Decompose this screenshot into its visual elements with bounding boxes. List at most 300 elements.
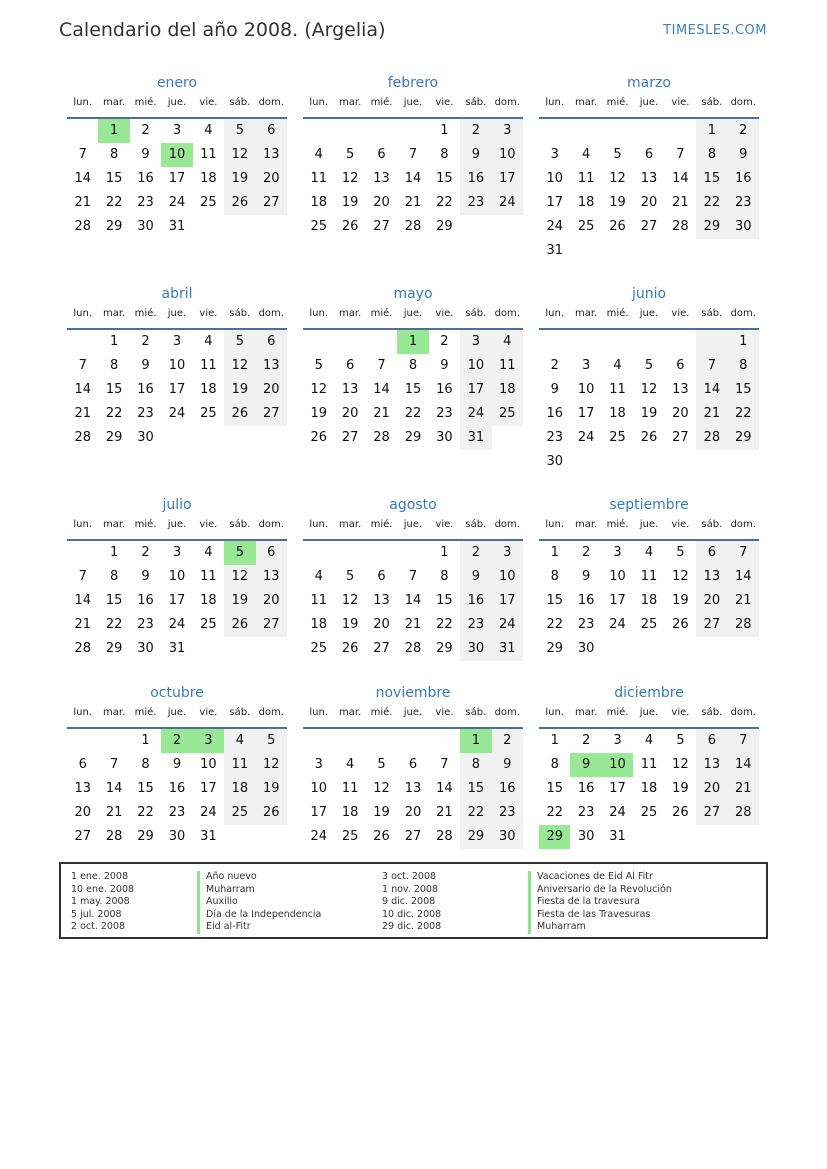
empty-cell: [224, 215, 255, 239]
day-cell: 2: [728, 119, 759, 143]
day-cell: 13: [696, 565, 727, 589]
month-name: marzo: [627, 75, 671, 91]
day-cell: 20: [256, 167, 287, 191]
day-cell: 13: [404, 781, 422, 796]
day-cell: 29: [728, 426, 759, 450]
day-cell: 2: [581, 545, 591, 560]
legend-holiday-name: Día de la Independencia: [197, 909, 321, 922]
day-cell: 26: [224, 613, 255, 637]
day-cell: 11: [200, 358, 217, 373]
day-cell: 3: [314, 757, 323, 772]
month-octubre: [67, 680, 287, 849]
day-cell: 23: [728, 191, 759, 215]
empty-cell: [728, 825, 759, 849]
day-cell: 28: [74, 219, 91, 234]
day-cell: 3: [581, 358, 591, 373]
day-cell: 9: [460, 143, 491, 167]
day-cell: 4: [204, 334, 213, 349]
legend-date: 9 dic. 2008: [382, 896, 436, 908]
day-cell: 20: [373, 617, 390, 632]
day-cell: 2: [141, 545, 150, 560]
day-cell: 7: [377, 358, 386, 373]
day-cell: 9: [581, 569, 591, 584]
day-cell: 29: [137, 829, 154, 844]
day-cell: 31: [200, 829, 217, 844]
day-cell: 3: [613, 733, 622, 748]
day-cell: 27: [341, 430, 359, 445]
legend-date: 1 may. 2008: [71, 896, 130, 908]
month-enero: [67, 70, 287, 239]
day-cell: 26: [310, 430, 327, 445]
weekday-label: lun.: [73, 308, 93, 319]
day-cell: 11: [224, 753, 255, 777]
day-cell: 5: [613, 147, 622, 162]
legend-holiday-name: Muharram: [197, 884, 321, 897]
legend-holiday-name: Fiesta de la travesura: [528, 896, 672, 909]
day-cell: 28: [74, 641, 91, 656]
day-cell: 20: [404, 805, 422, 820]
day-cell: 29: [539, 825, 570, 849]
day-cell: 9: [141, 147, 150, 162]
day-cell: 5: [644, 358, 654, 373]
day-cell: 24: [200, 805, 217, 820]
empty-cell: [665, 330, 696, 354]
day-cell: 13: [672, 382, 689, 397]
day-cell: 16: [137, 382, 154, 397]
day-cell: 30: [137, 219, 154, 234]
day-cell: 21: [696, 402, 727, 426]
day-cell: 22: [137, 805, 154, 820]
day-cell: 12: [310, 382, 327, 397]
day-cell: 24: [609, 617, 626, 632]
weekday-label: mar.: [339, 308, 362, 319]
day-cell: 28: [404, 641, 422, 656]
empty-cell: [602, 239, 633, 263]
empty-cell: [193, 637, 224, 661]
day-cell: 4: [314, 569, 323, 584]
weekday-label: sáb.: [701, 707, 723, 718]
weekday-label: sáb.: [229, 308, 251, 319]
day-cell: 7: [728, 729, 759, 753]
day-cell: 2: [141, 334, 150, 349]
day-cell: 1: [550, 733, 559, 748]
day-cell: 2: [440, 334, 449, 349]
empty-cell: [256, 825, 287, 849]
weekday-label: dom.: [730, 308, 756, 319]
day-cell: 1: [109, 334, 119, 349]
day-cell: 24: [168, 617, 186, 632]
day-cell: 14: [728, 565, 759, 589]
day-cell: 14: [404, 171, 422, 186]
day-cell: 21: [74, 195, 91, 210]
day-cell: 8: [460, 753, 491, 777]
legend-holiday-name: Año nuevo: [197, 871, 321, 884]
empty-cell: [492, 215, 523, 239]
day-cell: 23: [577, 617, 595, 632]
weekday-label: mar.: [575, 707, 598, 718]
weekday-label: vie.: [671, 308, 690, 319]
day-cell: 22: [460, 801, 491, 825]
day-cell: 28: [404, 219, 422, 234]
day-cell: 16: [436, 382, 453, 397]
weekday-label: sáb.: [465, 707, 487, 718]
month-junio: [539, 281, 759, 474]
day-cell: 28: [696, 426, 727, 450]
empty-cell: [492, 426, 523, 450]
day-cell: 13: [256, 143, 287, 167]
day-cell: 24: [546, 219, 563, 234]
day-cell: 21: [74, 617, 91, 632]
month-name: septiembre: [609, 497, 689, 513]
month-febrero: [303, 70, 523, 239]
day-cell: 18: [640, 781, 658, 796]
day-cell: 16: [492, 777, 523, 801]
day-cell: 7: [676, 147, 685, 162]
day-grid: [303, 330, 523, 450]
day-cell: 18: [224, 777, 255, 801]
weekday-label: dom.: [258, 308, 284, 319]
day-cell: 7: [78, 147, 87, 162]
day-cell: 19: [341, 617, 359, 632]
holiday-legend: [59, 862, 768, 939]
day-cell: 7: [78, 358, 87, 373]
weekday-label: mar.: [103, 707, 126, 718]
weekday-label: lun.: [309, 519, 329, 530]
weekday-header: [67, 706, 287, 723]
legend-holiday-name: Auxilio: [197, 896, 321, 909]
weekday-label: dom.: [494, 707, 520, 718]
day-cell: 23: [460, 613, 491, 637]
legend-date: 1 nov. 2008: [382, 883, 438, 895]
day-cell: 7: [728, 541, 759, 565]
month-name: febrero: [387, 75, 439, 91]
day-cell: 6: [696, 541, 727, 565]
day-cell: 3: [492, 119, 523, 143]
day-cell: 28: [728, 801, 759, 825]
empty-cell: [334, 729, 365, 753]
day-cell: 29: [105, 430, 123, 445]
day-cell: 27: [696, 613, 727, 637]
day-cell: 24: [168, 195, 186, 210]
day-cell: 15: [460, 777, 491, 801]
weekday-label: jue.: [639, 519, 659, 530]
legend-dates-left: [71, 871, 134, 934]
empty-cell: [193, 426, 224, 450]
empty-cell: [366, 119, 397, 143]
legend-holiday-name: Eid al-Fitr: [197, 921, 321, 934]
day-cell: 21: [373, 406, 390, 421]
day-cell: 16: [137, 171, 154, 186]
day-cell: 12: [224, 143, 255, 167]
weekday-header: [539, 706, 759, 723]
day-cell: 23: [492, 801, 523, 825]
weekday-label: mié.: [370, 97, 393, 108]
empty-cell: [633, 825, 664, 849]
day-cell: 5: [256, 729, 287, 753]
month-septiembre: [539, 492, 759, 661]
empty-cell: [570, 450, 601, 474]
day-cell: 4: [224, 729, 255, 753]
day-cell: 30: [577, 829, 595, 844]
day-cell: 13: [256, 354, 287, 378]
day-cell: 26: [224, 402, 255, 426]
day-cell: 8: [728, 354, 759, 378]
day-cell: 30: [436, 430, 453, 445]
day-grid: [67, 729, 287, 849]
weekday-header: [67, 307, 287, 324]
day-cell: 15: [696, 167, 727, 191]
day-cell: 26: [373, 829, 390, 844]
day-cell: 22: [696, 191, 727, 215]
day-cell: 11: [341, 781, 359, 796]
day-cell: 15: [105, 382, 123, 397]
weekday-label: mié.: [606, 519, 629, 530]
day-cell: 5: [224, 119, 255, 143]
day-cell: 10: [602, 753, 633, 777]
weekday-label: mié.: [606, 308, 629, 319]
day-cell: 22: [436, 195, 453, 210]
day-cell: 4: [644, 545, 654, 560]
empty-cell: [728, 450, 759, 474]
day-cell: 27: [640, 219, 658, 234]
day-cell: 17: [310, 805, 327, 820]
day-cell: 24: [168, 406, 186, 421]
weekday-label: vie.: [435, 308, 454, 319]
day-cell: 23: [168, 805, 186, 820]
day-cell: 5: [345, 147, 355, 162]
day-cell: 14: [74, 382, 91, 397]
weekday-label: vie.: [671, 519, 690, 530]
day-cell: 24: [492, 613, 523, 637]
day-cell: 12: [224, 354, 255, 378]
weekday-label: jue.: [639, 97, 659, 108]
legend-holiday-name: Aniversario de la Revolución: [528, 884, 672, 897]
weekday-label: mié.: [134, 707, 157, 718]
empty-cell: [366, 541, 397, 565]
day-cell: 1: [109, 545, 119, 560]
weekday-label: vie.: [435, 707, 454, 718]
day-cell: 16: [728, 167, 759, 191]
day-cell: 23: [460, 191, 491, 215]
day-cell: 23: [436, 406, 453, 421]
weekday-label: mié.: [370, 707, 393, 718]
day-cell: 21: [672, 195, 689, 210]
weekday-label: lun.: [545, 519, 565, 530]
empty-cell: [728, 239, 759, 263]
weekday-header: [303, 307, 523, 324]
day-cell: 9: [172, 757, 182, 772]
empty-cell: [696, 239, 727, 263]
day-cell: 20: [640, 195, 658, 210]
empty-cell: [602, 450, 633, 474]
day-cell: 21: [74, 406, 91, 421]
day-cell: 17: [577, 406, 595, 421]
day-cell: 22: [404, 406, 422, 421]
day-cell: 3: [550, 147, 559, 162]
day-cell: 13: [373, 593, 390, 608]
weekday-label: mar.: [339, 97, 362, 108]
day-cell: 15: [105, 593, 123, 608]
day-cell: 28: [436, 829, 453, 844]
day-cell: 23: [137, 406, 154, 421]
day-cell: 31: [168, 641, 186, 656]
page-title: Calendario del año 2008. (Argelia): [59, 19, 386, 41]
day-cell: 5: [676, 545, 685, 560]
weekday-label: sáb.: [701, 308, 723, 319]
day-cell: 31: [168, 219, 186, 234]
day-cell: 27: [256, 402, 287, 426]
day-cell: 19: [224, 167, 255, 191]
day-cell: 5: [224, 541, 255, 565]
day-cell: 4: [644, 733, 654, 748]
day-cell: 6: [256, 119, 287, 143]
weekday-label: sáb.: [701, 519, 723, 530]
day-cell: 20: [696, 777, 727, 801]
day-cell: 19: [256, 777, 287, 801]
day-cell: 12: [672, 569, 689, 584]
day-cell: 25: [200, 195, 217, 210]
day-cell: 15: [546, 781, 563, 796]
day-cell: 17: [168, 593, 186, 608]
day-cell: 11: [492, 354, 523, 378]
day-cell: 10: [200, 757, 217, 772]
empty-cell: [696, 637, 727, 661]
legend-date: 29 dic. 2008: [382, 921, 442, 933]
day-cell: 18: [310, 617, 327, 632]
day-grid: [539, 729, 759, 849]
day-cell: 2: [161, 729, 192, 753]
day-cell: 1: [440, 545, 449, 560]
day-cell: 23: [137, 617, 154, 632]
empty-cell: [397, 541, 428, 565]
day-cell: 1: [98, 119, 129, 143]
day-cell: 3: [172, 545, 182, 560]
day-cell: 10: [546, 171, 563, 186]
weekday-label: lun.: [309, 97, 329, 108]
day-grid: [67, 541, 287, 661]
day-cell: 28: [728, 613, 759, 637]
weekday-header: [539, 96, 759, 113]
empty-cell: [570, 239, 601, 263]
day-cell: 11: [310, 171, 327, 186]
weekday-label: mar.: [339, 707, 362, 718]
day-cell: 27: [256, 613, 287, 637]
day-cell: 25: [200, 617, 217, 632]
empty-cell: [161, 426, 192, 450]
weekday-label: vie.: [199, 519, 218, 530]
empty-cell: [224, 637, 255, 661]
day-cell: 15: [436, 171, 453, 186]
weekday-label: dom.: [258, 707, 284, 718]
day-cell: 22: [105, 195, 123, 210]
day-cell: 25: [640, 805, 658, 820]
weekday-label: sáb.: [229, 707, 251, 718]
empty-cell: [633, 119, 664, 143]
weekday-header: [539, 518, 759, 535]
day-cell: 25: [640, 617, 658, 632]
weekday-label: vie.: [199, 97, 218, 108]
day-cell: 25: [310, 641, 327, 656]
day-cell: 26: [341, 219, 359, 234]
empty-cell: [334, 330, 365, 354]
empty-cell: [224, 825, 255, 849]
day-cell: 19: [640, 406, 658, 421]
day-cell: 12: [640, 382, 658, 397]
legend-names-right: [528, 871, 672, 934]
day-cell: 3: [172, 123, 182, 138]
day-cell: 24: [492, 191, 523, 215]
day-cell: 6: [377, 569, 386, 584]
weekday-header: [67, 96, 287, 113]
day-cell: 22: [546, 617, 563, 632]
day-cell: 13: [640, 171, 658, 186]
day-cell: 18: [200, 382, 217, 397]
day-cell: 27: [696, 801, 727, 825]
day-cell: 19: [609, 195, 626, 210]
day-cell: 14: [74, 171, 91, 186]
day-cell: 16: [460, 589, 491, 613]
day-cell: 14: [672, 171, 689, 186]
day-cell: 6: [256, 541, 287, 565]
weekday-label: mar.: [575, 97, 598, 108]
day-cell: 19: [224, 378, 255, 402]
weekday-label: sáb.: [229, 519, 251, 530]
empty-cell: [602, 119, 633, 143]
empty-cell: [366, 330, 397, 354]
day-cell: 8: [550, 569, 559, 584]
month-mayo: [303, 281, 523, 450]
day-cell: 12: [609, 171, 626, 186]
empty-cell: [665, 637, 696, 661]
day-cell: 6: [676, 358, 685, 373]
day-cell: 31: [546, 243, 563, 258]
day-cell: 6: [256, 330, 287, 354]
day-grid: [539, 119, 759, 263]
day-cell: 18: [577, 195, 595, 210]
weekday-label: dom.: [258, 97, 284, 108]
legend-names-left: [197, 871, 321, 934]
day-cell: 14: [105, 781, 123, 796]
month-name: junio: [631, 286, 667, 302]
empty-cell: [602, 637, 633, 661]
empty-cell: [696, 450, 727, 474]
day-cell: 22: [105, 406, 123, 421]
day-cell: 21: [105, 805, 123, 820]
weekday-header: [303, 96, 523, 113]
site-logo[interactable]: TIMESLES.COM: [663, 23, 767, 38]
day-cell: 7: [696, 354, 727, 378]
day-cell: 14: [373, 382, 390, 397]
day-cell: 27: [672, 430, 689, 445]
day-cell: 14: [436, 781, 453, 796]
day-cell: 8: [109, 147, 119, 162]
day-cell: 14: [696, 378, 727, 402]
day-cell: 1: [728, 330, 759, 354]
legend-date: 10 ene. 2008: [71, 883, 135, 895]
day-cell: 17: [168, 382, 186, 397]
day-cell: 20: [256, 589, 287, 613]
day-cell: 11: [200, 569, 217, 584]
weekday-label: lun.: [545, 707, 565, 718]
weekday-label: mié.: [134, 519, 157, 530]
legend-date: 3 oct. 2008: [382, 871, 437, 882]
day-cell: 20: [696, 589, 727, 613]
legend-date: 1 ene. 2008: [71, 871, 128, 882]
day-cell: 4: [492, 330, 523, 354]
day-cell: 11: [640, 569, 658, 584]
day-cell: 2: [460, 119, 491, 143]
weekday-label: dom.: [258, 519, 284, 530]
